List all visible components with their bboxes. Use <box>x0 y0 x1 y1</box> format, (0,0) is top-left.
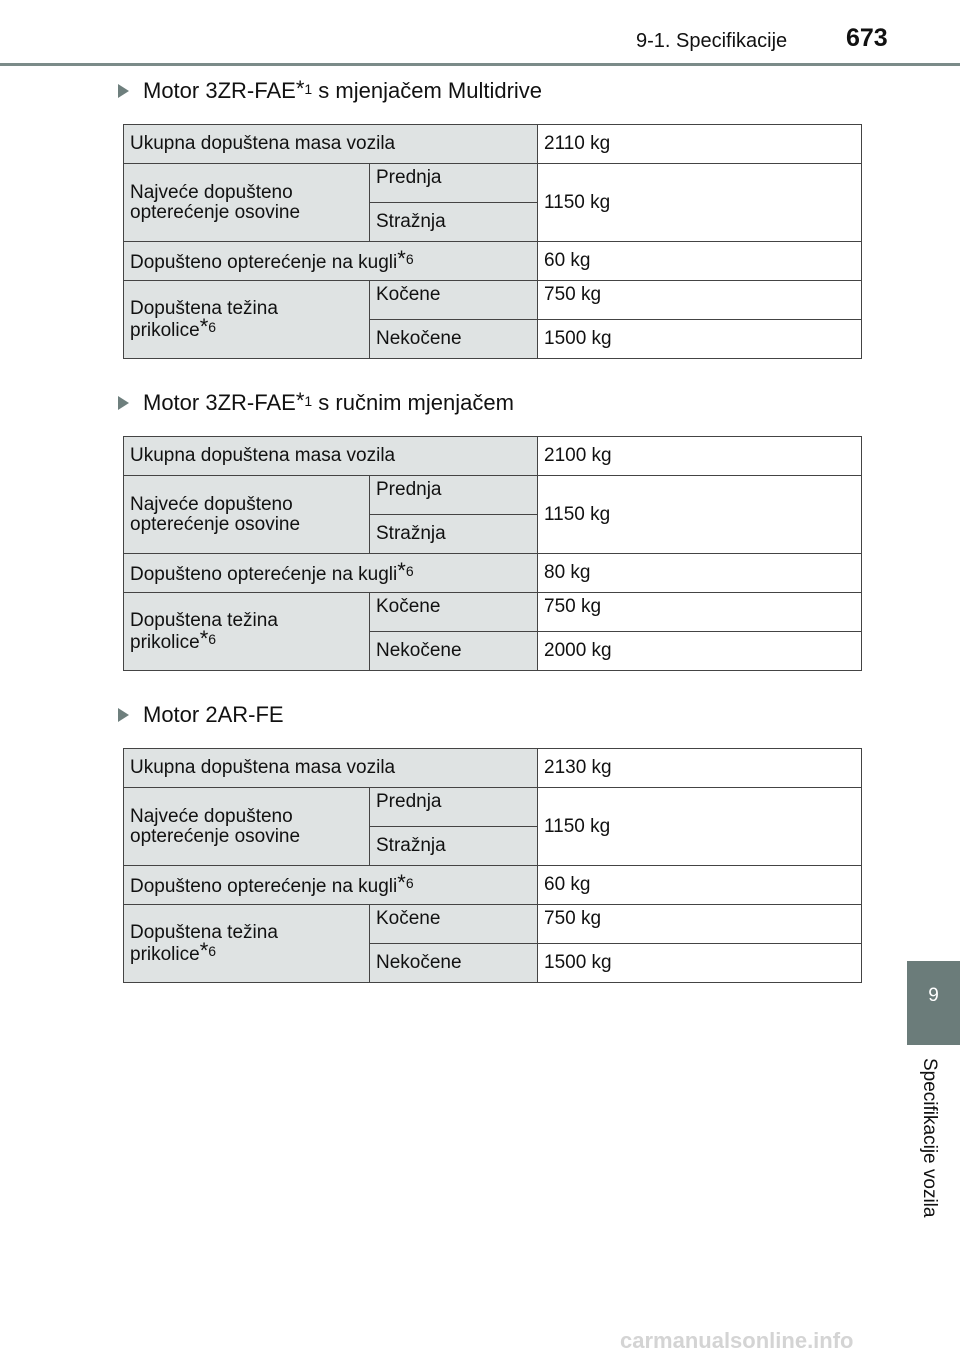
section-heading: Motor 3ZR-FAE $^{*1}$ s mjenjačem Multidrive <box>118 78 542 104</box>
table-row: Najveće dopušteno opterećenje osovine Prednja 1150 kg <box>124 788 862 827</box>
spec-table <box>123 124 862 359</box>
triangle-bullet-icon <box>118 84 129 98</box>
table-row: Stražnja <box>124 827 862 866</box>
table-row: Dopuštena težina prikolice$^{*6}$ Kočene 750 kg <box>124 281 862 320</box>
table-row: Ukupna dopuštena masa vozila 2130 kg <box>124 749 862 788</box>
footnote-ref: *1 <box>295 388 313 413</box>
table-row: Najveće dopušteno opterećenje osovine Prednja 1150 kg <box>124 476 862 515</box>
triangle-bullet-icon <box>118 708 129 722</box>
spec-table <box>123 436 862 671</box>
table-row: Stražnja <box>124 515 862 554</box>
watermark: carmanualsonline.info <box>620 1328 854 1353</box>
section-heading: Motor 2AR-FE <box>118 702 284 728</box>
section-header: 9-1. Specifikacije <box>636 30 788 52</box>
table-row: Nekočene 1500 kg <box>124 320 862 359</box>
footnote-ref: *6 <box>397 246 414 271</box>
table-row: Dopušteno opterećenje na kugli$^{*6}$ 60 kg <box>124 866 862 905</box>
table-row: Nekočene 2000 kg <box>124 632 862 671</box>
table-row: Nekočene 1500 kg <box>124 944 862 983</box>
table-row: Dopuštena težina prikolice$^{*6}$ Kočene 750 kg <box>124 905 862 944</box>
footnote-ref: *6 <box>397 870 414 895</box>
footnote-ref: *6 <box>199 625 217 651</box>
table-row: Dopušteno opterećenje na kugli$^{*6}$ 80 kg <box>124 554 862 593</box>
spec-table <box>123 748 862 983</box>
chapter-tab: 9 <box>907 961 960 1045</box>
footnote-ref: *6 <box>199 313 217 339</box>
table-row: Ukupna dopuštena masa vozila 2110 kg <box>124 125 862 164</box>
footnote-ref: *1 <box>295 76 313 101</box>
footnote-ref: *6 <box>397 558 414 583</box>
table-row: Stražnja <box>124 203 862 242</box>
footnote-ref: *6 <box>199 937 217 963</box>
chapter-label: Specifikacije vozila <box>919 1058 940 1218</box>
table-row: Dopuštena težina prikolice$^{*6}$ Kočene 750 kg <box>124 593 862 632</box>
page-number: 673 <box>846 24 888 52</box>
header-divider <box>0 63 960 66</box>
table-row: Najveće dopušteno opterećenje osovine Prednja 1150 kg <box>124 164 862 203</box>
section-heading: Motor 3ZR-FAE $^{*1}$ s ručnim mjenjačem <box>118 390 514 416</box>
table-row: Ukupna dopuštena masa vozila 2100 kg <box>124 437 862 476</box>
triangle-bullet-icon <box>118 396 129 410</box>
table-row: Dopušteno opterećenje na kugli$^{*6}$ 60 kg <box>124 242 862 281</box>
